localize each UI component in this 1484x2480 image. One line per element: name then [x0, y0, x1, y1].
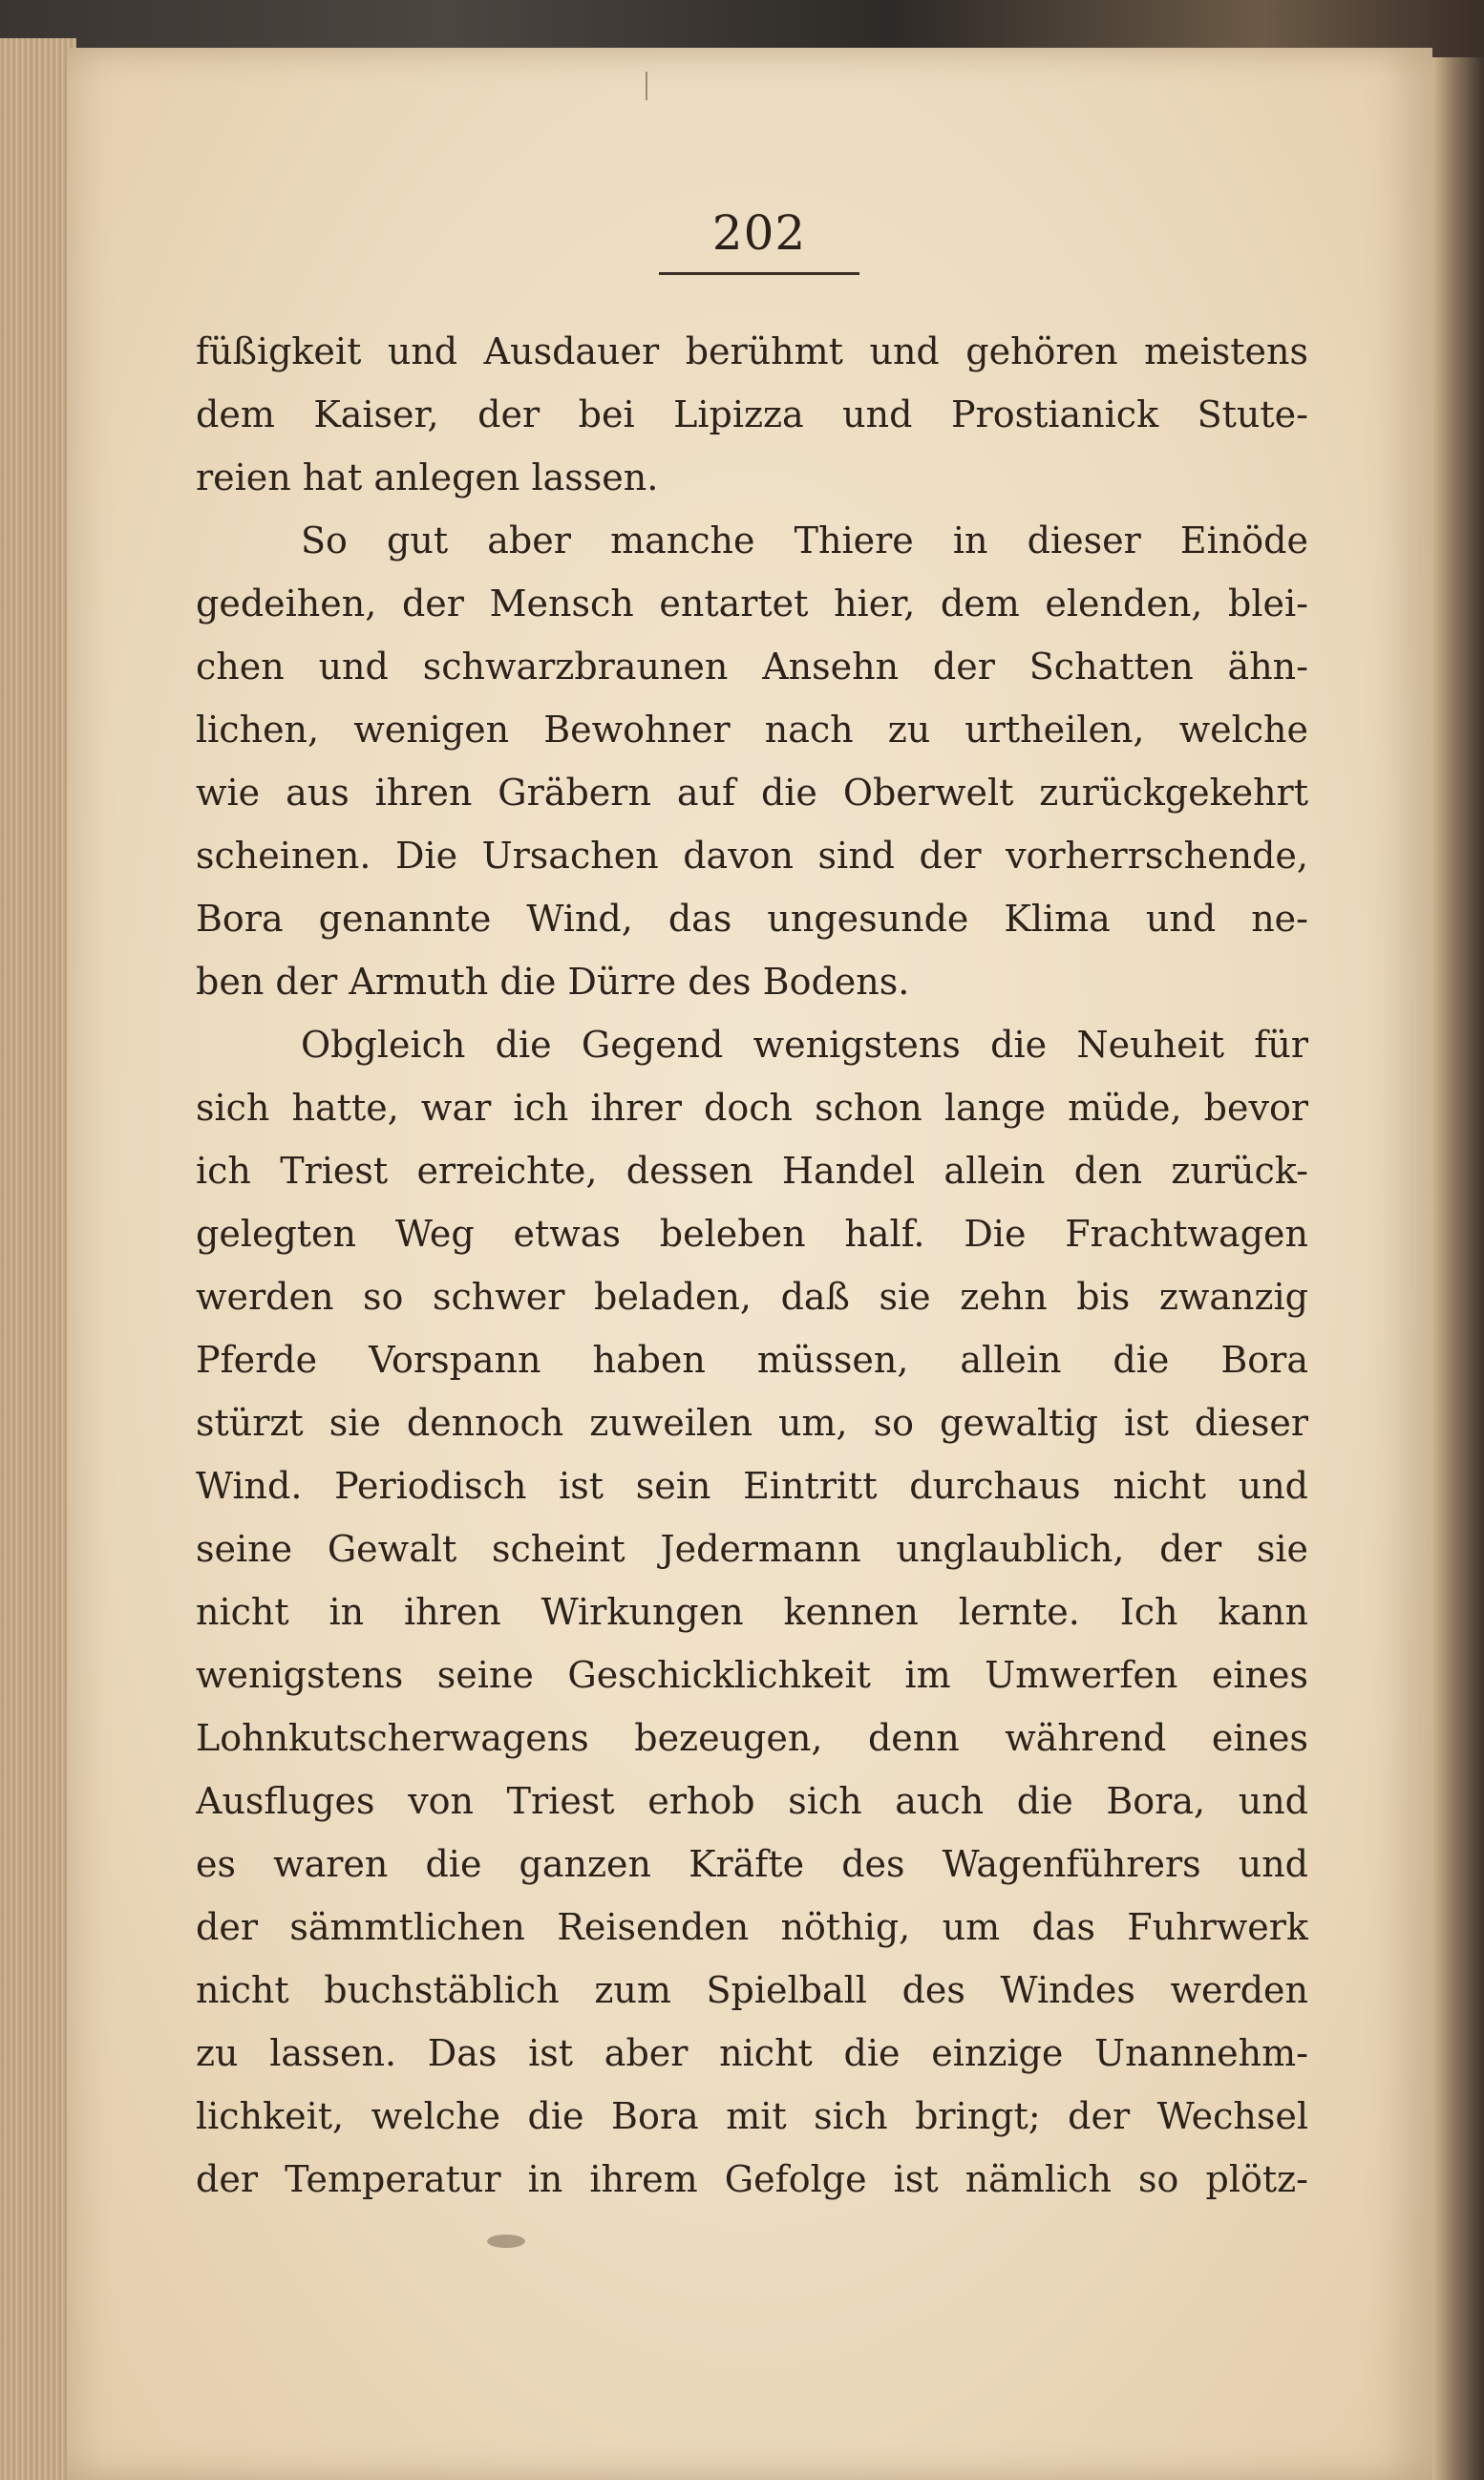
ink-smudge — [487, 2235, 525, 2248]
text-line: es waren die ganzen Kräfte des Wagenführers und — [196, 1843, 1308, 1885]
text-line: Bora genannte Wind, das ungesunde Klima und ne- — [196, 898, 1308, 940]
text-line: Wind. Periodisch ist sein Eintritt durchaus nicht und — [196, 1465, 1308, 1507]
body-text — [196, 320, 1308, 2211]
text-line: scheinen. Die Ursachen davon sind der vorherrschende, — [196, 835, 1308, 877]
text-line: dem Kaiser, der bei Lipizza und Prostianick Stute- — [196, 393, 1308, 435]
text-line: wenigstens seine Geschicklichkeit im Umwerfen eines — [196, 1654, 1308, 1696]
text-line: füßigkeit und Ausdauer berühmt und gehören meistens — [196, 330, 1308, 372]
text-line: sich hatte, war ich ihrer doch schon lange müde, bevor — [196, 1087, 1308, 1129]
text-line: zu lassen. Das ist aber nicht die einzige Unannehm- — [196, 2032, 1308, 2074]
paper-mark — [646, 72, 647, 100]
text-line: der sämmtlichen Reisenden nöthig, um das Fuhrwerk — [196, 1906, 1308, 1948]
page-number: 202 — [711, 205, 807, 261]
text-line: ben der Armuth die Dürre des Bodens. — [196, 961, 910, 1003]
text-line: Obgleich die Gegend wenigstens die Neuheit für — [301, 1024, 1308, 1066]
text-line: reien hat anlegen lassen. — [196, 456, 659, 498]
text-line: der Temperatur in ihrem Gefolge ist nämlich so plötz- — [196, 2158, 1308, 2200]
text-line: gelegten Weg etwas beleben half. Die Frachtwagen — [196, 1213, 1308, 1255]
text-line: So gut aber manche Thiere in dieser Einöde — [301, 519, 1308, 562]
text-line: nicht in ihren Wirkungen kennen lernte. Ich kann — [196, 1591, 1308, 1633]
text-line: gedeihen, der Mensch entartet hier, dem elenden, blei- — [196, 583, 1308, 625]
text-line: stürzt sie dennoch zuweilen um, so gewaltig ist dieser — [196, 1402, 1308, 1444]
text-line: lichkeit, welche die Bora mit sich bringt; der Wechsel — [196, 2095, 1308, 2137]
page-stack-left — [0, 38, 76, 2480]
text-line: wie aus ihren Gräbern auf die Oberwelt zurückgekehrt — [196, 772, 1308, 814]
text-line: seine Gewalt scheint Jedermann unglaublich, der sie — [196, 1528, 1308, 1570]
text-line: Ausfluges von Triest erhob sich auch die Bora, und — [196, 1780, 1308, 1822]
text-line: chen und schwarzbraunen Ansehn der Schatten ähn- — [196, 646, 1308, 688]
text-line: nicht buchstäblich zum Spielball des Windes werden — [196, 1969, 1308, 2011]
text-line: Lohnkutscherwagens bezeugen, denn während eines — [196, 1717, 1308, 1759]
header-rule — [659, 272, 859, 275]
text-line: werden so schwer beladen, daß sie zehn bis zwanzig — [196, 1276, 1308, 1318]
text-line: ich Triest erreichte, dessen Handel allein den zurück- — [196, 1150, 1308, 1192]
text-line: Pferde Vorspann haben müssen, allein die Bora — [196, 1339, 1308, 1381]
text-line: lichen, wenigen Bewohner nach zu urtheilen, welche — [196, 709, 1308, 751]
page-gutter-right — [1432, 57, 1484, 2480]
